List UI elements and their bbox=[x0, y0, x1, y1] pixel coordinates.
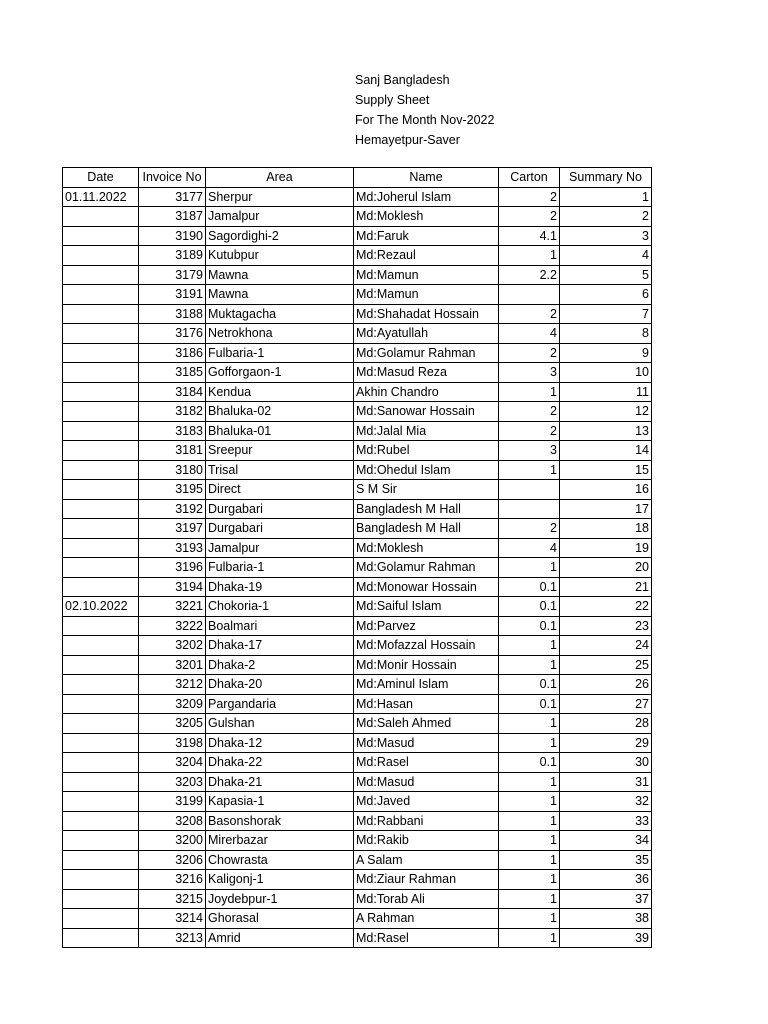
table-row bbox=[63, 753, 652, 773]
date-cell bbox=[63, 246, 139, 266]
carton-cell: 2 bbox=[499, 187, 560, 207]
table-row bbox=[63, 324, 652, 344]
invoice-no-cell: 3187 bbox=[139, 207, 206, 227]
summary-no-cell: 28 bbox=[560, 714, 652, 734]
carton-cell bbox=[499, 499, 560, 519]
date-cell bbox=[63, 304, 139, 324]
invoice-no-cell: 3181 bbox=[139, 441, 206, 461]
invoice-no-cell: 3215 bbox=[139, 889, 206, 909]
table-row bbox=[63, 343, 652, 363]
date-cell bbox=[63, 655, 139, 675]
summary-no-cell: 27 bbox=[560, 694, 652, 714]
table-row bbox=[63, 226, 652, 246]
name-cell: Bangladesh M Hall bbox=[354, 499, 499, 519]
table-row bbox=[63, 499, 652, 519]
table-row bbox=[63, 421, 652, 441]
carton-cell bbox=[499, 480, 560, 500]
table-row bbox=[63, 870, 652, 890]
summary-no-cell: 8 bbox=[560, 324, 652, 344]
invoice-no-cell: 3193 bbox=[139, 538, 206, 558]
summary-no-cell: 24 bbox=[560, 636, 652, 656]
summary-no-cell: 15 bbox=[560, 460, 652, 480]
name-cell: Md:Joherul Islam bbox=[354, 187, 499, 207]
area-cell: Ghorasal bbox=[206, 909, 354, 929]
summary-no-cell: 1 bbox=[560, 187, 652, 207]
area-cell: Jamalpur bbox=[206, 538, 354, 558]
area-cell: Durgabari bbox=[206, 519, 354, 539]
name-cell: Md:Ayatullah bbox=[354, 324, 499, 344]
area-cell: Jamalpur bbox=[206, 207, 354, 227]
name-cell: Md:Mamun bbox=[354, 265, 499, 285]
table-row bbox=[63, 772, 652, 792]
invoice-no-cell: 3212 bbox=[139, 675, 206, 695]
name-cell: Md:Golamur Rahman bbox=[354, 343, 499, 363]
carton-cell: 1 bbox=[499, 850, 560, 870]
carton-cell: 1 bbox=[499, 889, 560, 909]
date-cell bbox=[63, 889, 139, 909]
area-cell: Mawna bbox=[206, 265, 354, 285]
table-row bbox=[63, 382, 652, 402]
column-header-name: Name bbox=[354, 168, 499, 188]
name-cell: Md:Rubel bbox=[354, 441, 499, 461]
area-cell: Kaligonj-1 bbox=[206, 870, 354, 890]
carton-cell: 1 bbox=[499, 733, 560, 753]
supply-table bbox=[62, 167, 652, 948]
carton-cell: 3 bbox=[499, 441, 560, 461]
invoice-no-cell: 3186 bbox=[139, 343, 206, 363]
table-row bbox=[63, 402, 652, 422]
table-row bbox=[63, 363, 652, 383]
carton-cell: 1 bbox=[499, 246, 560, 266]
invoice-no-cell: 3208 bbox=[139, 811, 206, 831]
table-row bbox=[63, 207, 652, 227]
area-cell: Gulshan bbox=[206, 714, 354, 734]
summary-no-cell: 37 bbox=[560, 889, 652, 909]
name-cell: Md:Rasel bbox=[354, 753, 499, 773]
area-cell: Netrokhona bbox=[206, 324, 354, 344]
date-cell bbox=[63, 402, 139, 422]
summary-no-cell: 39 bbox=[560, 928, 652, 948]
date-cell bbox=[63, 753, 139, 773]
carton-cell: 1 bbox=[499, 772, 560, 792]
date-cell bbox=[63, 870, 139, 890]
summary-no-cell: 26 bbox=[560, 675, 652, 695]
name-cell: Md:Monir Hossain bbox=[354, 655, 499, 675]
date-cell bbox=[63, 285, 139, 305]
carton-cell: 2 bbox=[499, 421, 560, 441]
invoice-no-cell: 3196 bbox=[139, 558, 206, 578]
summary-no-cell: 33 bbox=[560, 811, 652, 831]
name-cell: Md:Monowar Hossain bbox=[354, 577, 499, 597]
area-cell: Amrid bbox=[206, 928, 354, 948]
name-cell: Md:Shahadat Hossain bbox=[354, 304, 499, 324]
area-cell: Pargandaria bbox=[206, 694, 354, 714]
invoice-no-cell: 3177 bbox=[139, 187, 206, 207]
table-row bbox=[63, 265, 652, 285]
table-row bbox=[63, 558, 652, 578]
table-row bbox=[63, 577, 652, 597]
name-cell: Md:Mamun bbox=[354, 285, 499, 305]
name-cell: Akhin Chandro bbox=[354, 382, 499, 402]
invoice-no-cell: 3202 bbox=[139, 636, 206, 656]
area-cell: Dhaka-21 bbox=[206, 772, 354, 792]
invoice-no-cell: 3195 bbox=[139, 480, 206, 500]
summary-no-cell: 21 bbox=[560, 577, 652, 597]
table-row bbox=[63, 811, 652, 831]
table-row bbox=[63, 909, 652, 929]
name-cell: S M Sir bbox=[354, 480, 499, 500]
area-cell: Dhaka-22 bbox=[206, 753, 354, 773]
table-row bbox=[63, 480, 652, 500]
sheet-location: Hemayetpur-Saver bbox=[355, 133, 460, 147]
table-row bbox=[63, 441, 652, 461]
summary-no-cell: 36 bbox=[560, 870, 652, 890]
summary-no-cell: 16 bbox=[560, 480, 652, 500]
area-cell: Sherpur bbox=[206, 187, 354, 207]
summary-no-cell: 18 bbox=[560, 519, 652, 539]
date-cell bbox=[63, 792, 139, 812]
name-cell: Md:Rabbani bbox=[354, 811, 499, 831]
invoice-no-cell: 3216 bbox=[139, 870, 206, 890]
summary-no-cell: 25 bbox=[560, 655, 652, 675]
invoice-no-cell: 3201 bbox=[139, 655, 206, 675]
summary-no-cell: 4 bbox=[560, 246, 652, 266]
date-cell bbox=[63, 480, 139, 500]
carton-cell: 0.1 bbox=[499, 675, 560, 695]
summary-no-cell: 6 bbox=[560, 285, 652, 305]
column-header-carton: Carton bbox=[499, 168, 560, 188]
area-cell: Bhaluka-02 bbox=[206, 402, 354, 422]
area-cell: Kutubpur bbox=[206, 246, 354, 266]
invoice-no-cell: 3197 bbox=[139, 519, 206, 539]
name-cell: Md:Moklesh bbox=[354, 538, 499, 558]
name-cell: Md:Saleh Ahmed bbox=[354, 714, 499, 734]
area-cell: Fulbaria-1 bbox=[206, 343, 354, 363]
column-header-invoice-no: Invoice No bbox=[139, 168, 206, 188]
area-cell: Trisal bbox=[206, 460, 354, 480]
area-cell: Muktagacha bbox=[206, 304, 354, 324]
summary-no-cell: 31 bbox=[560, 772, 652, 792]
carton-cell: 2 bbox=[499, 207, 560, 227]
name-cell: Bangladesh M Hall bbox=[354, 519, 499, 539]
date-cell bbox=[63, 733, 139, 753]
carton-cell: 1 bbox=[499, 792, 560, 812]
table-row bbox=[63, 792, 652, 812]
summary-no-cell: 17 bbox=[560, 499, 652, 519]
carton-cell: 4 bbox=[499, 538, 560, 558]
date-cell bbox=[63, 636, 139, 656]
invoice-no-cell: 3194 bbox=[139, 577, 206, 597]
invoice-no-cell: 3182 bbox=[139, 402, 206, 422]
table-row bbox=[63, 694, 652, 714]
carton-cell: 1 bbox=[499, 831, 560, 851]
carton-cell: 1 bbox=[499, 714, 560, 734]
carton-cell: 1 bbox=[499, 382, 560, 402]
summary-no-cell: 22 bbox=[560, 597, 652, 617]
table-row bbox=[63, 597, 652, 617]
table-row bbox=[63, 285, 652, 305]
summary-no-cell: 13 bbox=[560, 421, 652, 441]
date-cell bbox=[63, 499, 139, 519]
name-cell: Md:Masud bbox=[354, 733, 499, 753]
date-cell bbox=[63, 265, 139, 285]
area-cell: Dhaka-20 bbox=[206, 675, 354, 695]
invoice-no-cell: 3189 bbox=[139, 246, 206, 266]
invoice-no-cell: 3200 bbox=[139, 831, 206, 851]
invoice-no-cell: 3190 bbox=[139, 226, 206, 246]
table-row bbox=[63, 636, 652, 656]
area-cell: Kendua bbox=[206, 382, 354, 402]
area-cell: Dhaka-2 bbox=[206, 655, 354, 675]
name-cell: Md:Golamur Rahman bbox=[354, 558, 499, 578]
date-cell bbox=[63, 909, 139, 929]
summary-no-cell: 20 bbox=[560, 558, 652, 578]
area-cell: Mirerbazar bbox=[206, 831, 354, 851]
carton-cell: 1 bbox=[499, 811, 560, 831]
date-cell bbox=[63, 714, 139, 734]
carton-cell: 4 bbox=[499, 324, 560, 344]
date-cell bbox=[63, 441, 139, 461]
carton-cell: 3 bbox=[499, 363, 560, 383]
name-cell: Md:Rasel bbox=[354, 928, 499, 948]
carton-cell: 1 bbox=[499, 558, 560, 578]
invoice-no-cell: 3183 bbox=[139, 421, 206, 441]
table-row bbox=[63, 519, 652, 539]
date-cell bbox=[63, 421, 139, 441]
table-header-row bbox=[63, 168, 652, 188]
area-cell: Dhaka-12 bbox=[206, 733, 354, 753]
table-row bbox=[63, 675, 652, 695]
carton-cell: 2 bbox=[499, 304, 560, 324]
date-cell bbox=[63, 343, 139, 363]
carton-cell: 2 bbox=[499, 343, 560, 363]
area-cell: Sreepur bbox=[206, 441, 354, 461]
invoice-no-cell: 3203 bbox=[139, 772, 206, 792]
table-row bbox=[63, 246, 652, 266]
date-cell bbox=[63, 382, 139, 402]
table-row bbox=[63, 187, 652, 207]
name-cell: A Rahman bbox=[354, 909, 499, 929]
date-cell bbox=[63, 772, 139, 792]
date-cell bbox=[63, 460, 139, 480]
summary-no-cell: 9 bbox=[560, 343, 652, 363]
sheet-period: For The Month Nov-2022 bbox=[355, 113, 495, 127]
area-cell: Dhaka-17 bbox=[206, 636, 354, 656]
carton-cell: 1 bbox=[499, 909, 560, 929]
summary-no-cell: 32 bbox=[560, 792, 652, 812]
column-header-area: Area bbox=[206, 168, 354, 188]
summary-no-cell: 23 bbox=[560, 616, 652, 636]
date-cell bbox=[63, 928, 139, 948]
summary-no-cell: 38 bbox=[560, 909, 652, 929]
invoice-no-cell: 3179 bbox=[139, 265, 206, 285]
name-cell: Md:Faruk bbox=[354, 226, 499, 246]
table-row bbox=[63, 850, 652, 870]
area-cell: Direct bbox=[206, 480, 354, 500]
summary-no-cell: 2 bbox=[560, 207, 652, 227]
name-cell: Md:Moklesh bbox=[354, 207, 499, 227]
area-cell: Chowrasta bbox=[206, 850, 354, 870]
area-cell: Bhaluka-01 bbox=[206, 421, 354, 441]
sheet-title: Supply Sheet bbox=[355, 93, 430, 107]
name-cell: A Salam bbox=[354, 850, 499, 870]
table-row bbox=[63, 733, 652, 753]
area-cell: Gofforgaon-1 bbox=[206, 363, 354, 383]
area-cell: Chokoria-1 bbox=[206, 597, 354, 617]
name-cell: Md:Sanowar Hossain bbox=[354, 402, 499, 422]
carton-cell: 1 bbox=[499, 636, 560, 656]
summary-no-cell: 35 bbox=[560, 850, 652, 870]
date-cell bbox=[63, 577, 139, 597]
table-row bbox=[63, 831, 652, 851]
summary-no-cell: 10 bbox=[560, 363, 652, 383]
summary-no-cell: 7 bbox=[560, 304, 652, 324]
area-cell: Sagordighi-2 bbox=[206, 226, 354, 246]
table-row bbox=[63, 928, 652, 948]
name-cell: Md:Javed bbox=[354, 792, 499, 812]
date-cell bbox=[63, 850, 139, 870]
name-cell: Md:Parvez bbox=[354, 616, 499, 636]
date-cell: 01.11.2022 bbox=[63, 187, 139, 207]
column-header-date: Date bbox=[63, 168, 139, 188]
table-row bbox=[63, 616, 652, 636]
carton-cell: 2 bbox=[499, 519, 560, 539]
carton-cell: 0.1 bbox=[499, 597, 560, 617]
date-cell bbox=[63, 811, 139, 831]
date-cell bbox=[63, 831, 139, 851]
date-cell bbox=[63, 519, 139, 539]
carton-cell: 2.2 bbox=[499, 265, 560, 285]
carton-cell: 0.1 bbox=[499, 577, 560, 597]
date-cell bbox=[63, 207, 139, 227]
table-row bbox=[63, 538, 652, 558]
area-cell: Boalmari bbox=[206, 616, 354, 636]
company-name: Sanj Bangladesh bbox=[355, 73, 450, 87]
invoice-no-cell: 3198 bbox=[139, 733, 206, 753]
name-cell: Md:Ohedul Islam bbox=[354, 460, 499, 480]
invoice-no-cell: 3206 bbox=[139, 850, 206, 870]
carton-cell: 1 bbox=[499, 655, 560, 675]
date-cell bbox=[63, 558, 139, 578]
area-cell: Durgabari bbox=[206, 499, 354, 519]
area-cell: Fulbaria-1 bbox=[206, 558, 354, 578]
date-cell bbox=[63, 324, 139, 344]
invoice-no-cell: 3184 bbox=[139, 382, 206, 402]
area-cell: Kapasia-1 bbox=[206, 792, 354, 812]
carton-cell: 0.1 bbox=[499, 694, 560, 714]
invoice-no-cell: 3199 bbox=[139, 792, 206, 812]
name-cell: Md:Torab Ali bbox=[354, 889, 499, 909]
summary-no-cell: 12 bbox=[560, 402, 652, 422]
invoice-no-cell: 3204 bbox=[139, 753, 206, 773]
column-header-summary-no: Summary No bbox=[560, 168, 652, 188]
name-cell: Md:Masud Reza bbox=[354, 363, 499, 383]
carton-cell bbox=[499, 285, 560, 305]
area-cell: Dhaka-19 bbox=[206, 577, 354, 597]
summary-no-cell: 3 bbox=[560, 226, 652, 246]
summary-no-cell: 11 bbox=[560, 382, 652, 402]
carton-cell: 4.1 bbox=[499, 226, 560, 246]
area-cell: Joydebpur-1 bbox=[206, 889, 354, 909]
table-body bbox=[63, 187, 652, 948]
table-row bbox=[63, 304, 652, 324]
summary-no-cell: 19 bbox=[560, 538, 652, 558]
carton-cell: 0.1 bbox=[499, 753, 560, 773]
name-cell: Md:Jalal Mia bbox=[354, 421, 499, 441]
invoice-no-cell: 3185 bbox=[139, 363, 206, 383]
invoice-no-cell: 3222 bbox=[139, 616, 206, 636]
summary-no-cell: 14 bbox=[560, 441, 652, 461]
date-cell bbox=[63, 363, 139, 383]
table-row bbox=[63, 460, 652, 480]
date-cell bbox=[63, 226, 139, 246]
invoice-no-cell: 3176 bbox=[139, 324, 206, 344]
area-cell: Basonshorak bbox=[206, 811, 354, 831]
date-cell: 02.10.2022 bbox=[63, 597, 139, 617]
invoice-no-cell: 3205 bbox=[139, 714, 206, 734]
name-cell: Md:Rakib bbox=[354, 831, 499, 851]
name-cell: Md:Rezaul bbox=[354, 246, 499, 266]
name-cell: Md:Aminul Islam bbox=[354, 675, 499, 695]
date-cell bbox=[63, 694, 139, 714]
invoice-no-cell: 3191 bbox=[139, 285, 206, 305]
table-row bbox=[63, 655, 652, 675]
summary-no-cell: 29 bbox=[560, 733, 652, 753]
invoice-no-cell: 3188 bbox=[139, 304, 206, 324]
date-cell bbox=[63, 616, 139, 636]
name-cell: Md:Ziaur Rahman bbox=[354, 870, 499, 890]
table-row bbox=[63, 889, 652, 909]
invoice-no-cell: 3214 bbox=[139, 909, 206, 929]
date-cell bbox=[63, 675, 139, 695]
carton-cell: 2 bbox=[499, 402, 560, 422]
invoice-no-cell: 3209 bbox=[139, 694, 206, 714]
summary-no-cell: 30 bbox=[560, 753, 652, 773]
invoice-no-cell: 3221 bbox=[139, 597, 206, 617]
carton-cell: 1 bbox=[499, 460, 560, 480]
sheet-header bbox=[355, 70, 494, 150]
carton-cell: 0.1 bbox=[499, 616, 560, 636]
invoice-no-cell: 3180 bbox=[139, 460, 206, 480]
carton-cell: 1 bbox=[499, 870, 560, 890]
summary-no-cell: 5 bbox=[560, 265, 652, 285]
table-row bbox=[63, 714, 652, 734]
name-cell: Md:Saiful Islam bbox=[354, 597, 499, 617]
invoice-no-cell: 3213 bbox=[139, 928, 206, 948]
name-cell: Md:Masud bbox=[354, 772, 499, 792]
name-cell: Md:Hasan bbox=[354, 694, 499, 714]
date-cell bbox=[63, 538, 139, 558]
invoice-no-cell: 3192 bbox=[139, 499, 206, 519]
area-cell: Mawna bbox=[206, 285, 354, 305]
summary-no-cell: 34 bbox=[560, 831, 652, 851]
name-cell: Md:Mofazzal Hossain bbox=[354, 636, 499, 656]
carton-cell: 1 bbox=[499, 928, 560, 948]
